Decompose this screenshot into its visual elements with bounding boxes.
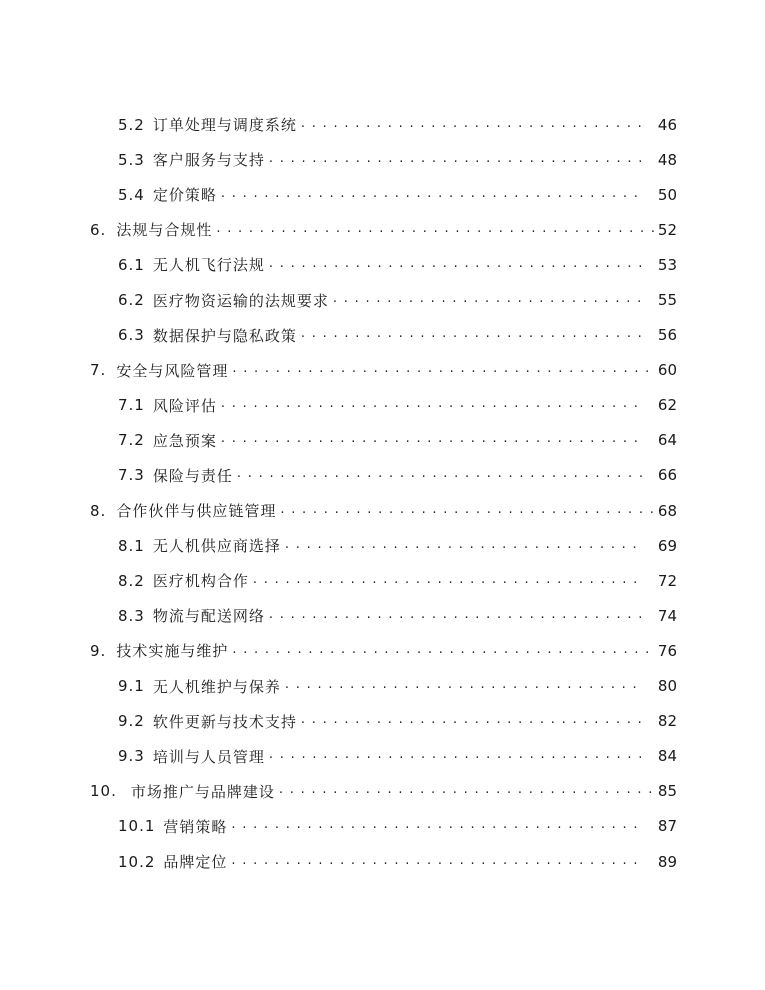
toc-entry-10[interactable] <box>0 774 765 809</box>
toc-entry-title: 数据保护与隐私政策 <box>152 326 297 345</box>
toc-entry-8-2[interactable] <box>0 563 765 598</box>
toc-entry-page: 48 <box>657 150 677 169</box>
toc-dot-leader <box>269 152 643 168</box>
toc-entry-6[interactable] <box>0 212 765 247</box>
toc-entry-9-1[interactable] <box>0 669 765 704</box>
toc-entry-10-2[interactable] <box>0 844 765 879</box>
toc-entry-6-2[interactable] <box>0 282 765 317</box>
toc-entry-7-2[interactable] <box>0 423 765 458</box>
toc-entry-page: 87 <box>657 817 677 836</box>
toc-entry-7[interactable] <box>0 353 765 388</box>
toc-entry-number: 8. <box>90 501 107 520</box>
toc-entry-6-1[interactable] <box>0 247 765 282</box>
toc-entry-5-4[interactable] <box>0 177 765 212</box>
toc-entry-number: 6. <box>90 220 107 239</box>
toc-entry-title: 技术实施与维护 <box>116 642 229 661</box>
toc-entry-title: 应急预案 <box>152 431 217 450</box>
toc-entry-5-2[interactable] <box>0 107 765 142</box>
toc-entry-number: 5.4 <box>118 185 145 204</box>
toc-entry-title: 市场推广与品牌建设 <box>130 782 275 801</box>
toc-entry-title: 定价策略 <box>152 186 217 205</box>
toc-entry-page: 64 <box>657 431 677 450</box>
toc-entry-number: 9.2 <box>118 712 145 731</box>
toc-dot-leader <box>301 713 643 729</box>
toc-entry-number: 7.2 <box>118 431 145 450</box>
toc-dot-leader <box>285 538 643 554</box>
toc-entry-number: 5.3 <box>118 150 145 169</box>
toc-entry-page: 85 <box>657 782 677 801</box>
toc-entry-number: 9.3 <box>118 747 145 766</box>
toc-entry-page: 46 <box>657 115 677 134</box>
toc-entry-page: 62 <box>657 396 677 415</box>
toc-entry-number: 8.1 <box>118 536 145 555</box>
toc-entry-title: 营销策略 <box>163 817 228 836</box>
toc-entry-7-1[interactable] <box>0 388 765 423</box>
toc-entry-page: 72 <box>657 571 677 590</box>
toc-entry-page: 69 <box>657 536 677 555</box>
toc-dot-leader <box>232 362 655 378</box>
toc-entry-title: 无人机供应商选择 <box>152 537 281 556</box>
toc-entry-number: 5.2 <box>118 115 145 134</box>
toc-entry-number: 6.2 <box>118 291 145 310</box>
toc-entry-page: 56 <box>657 326 677 345</box>
toc-entry-number: 6.3 <box>118 326 145 345</box>
toc-entry-number: 10.2 <box>118 852 156 871</box>
toc-entry-number: 8.2 <box>118 571 145 590</box>
toc-dot-leader <box>231 854 643 870</box>
toc-entry-5-3[interactable] <box>0 142 765 177</box>
toc-entry-number: 7.1 <box>118 396 145 415</box>
toc-dot-leader <box>269 608 643 624</box>
toc-entry-page: 66 <box>657 466 677 485</box>
toc-entry-8-1[interactable] <box>0 528 765 563</box>
toc-entry-title: 物流与配送网络 <box>152 607 265 626</box>
toc-entry-page: 52 <box>657 220 677 239</box>
toc-entry-title: 合作伙伴与供应链管理 <box>116 502 277 521</box>
toc-dot-leader <box>333 292 643 308</box>
toc-dot-leader <box>280 503 655 519</box>
toc-entry-title: 订单处理与调度系统 <box>152 116 297 135</box>
toc-entry-9-3[interactable] <box>0 739 765 774</box>
toc-entry-number: 7.3 <box>118 466 145 485</box>
toc-dot-leader <box>221 397 643 413</box>
toc-dot-leader <box>301 327 643 343</box>
toc-entry-title: 安全与风险管理 <box>116 361 229 380</box>
toc-entry-title: 无人机维护与保养 <box>152 677 281 696</box>
toc-dot-leader <box>221 187 643 203</box>
toc-dot-leader <box>221 432 643 448</box>
toc-entry-10-1[interactable] <box>0 809 765 844</box>
toc-entry-number: 9.1 <box>118 677 145 696</box>
toc-dot-leader <box>269 257 643 273</box>
toc-dot-leader <box>269 748 643 764</box>
toc-entry-title: 软件更新与技术支持 <box>152 712 297 731</box>
toc-entry-title: 培训与人员管理 <box>152 747 265 766</box>
toc-entry-8[interactable] <box>0 493 765 528</box>
toc-dot-leader <box>301 117 643 133</box>
toc-entry-number: 8.3 <box>118 606 145 625</box>
toc-entry-title: 无人机飞行法规 <box>152 256 265 275</box>
toc-entry-page: 60 <box>657 361 677 380</box>
toc-entry-page: 68 <box>657 501 677 520</box>
toc-entry-title: 医疗机构合作 <box>152 572 249 591</box>
toc-entry-title: 风险评估 <box>152 396 217 415</box>
toc-entry-page: 55 <box>657 291 677 310</box>
toc-dot-leader <box>285 678 643 694</box>
toc-dot-leader <box>216 222 655 238</box>
toc-entry-9[interactable] <box>0 633 765 668</box>
toc-entry-page: 82 <box>657 712 677 731</box>
toc-entry-number: 9. <box>90 641 107 660</box>
toc-entry-title: 医疗物资运输的法规要求 <box>152 291 329 310</box>
toc-entry-page: 89 <box>657 852 677 871</box>
toc-entry-title: 法规与合规性 <box>116 221 213 240</box>
toc-dot-leader <box>237 467 643 483</box>
toc-entry-title: 保险与责任 <box>152 466 233 485</box>
toc-entry-page: 74 <box>657 606 677 625</box>
toc-dot-leader <box>279 783 655 799</box>
toc-entry-number: 6.1 <box>118 255 145 274</box>
toc-entry-page: 53 <box>657 255 677 274</box>
toc-dot-leader <box>231 818 643 834</box>
toc-entry-6-3[interactable] <box>0 318 765 353</box>
toc-entry-page: 50 <box>657 185 677 204</box>
toc-entry-9-2[interactable] <box>0 704 765 739</box>
toc-entry-page: 84 <box>657 747 677 766</box>
toc-dot-leader <box>232 643 655 659</box>
toc-entry-page: 76 <box>657 641 677 660</box>
toc-entry-number: 10. <box>90 782 117 801</box>
toc-entry-number: 10.1 <box>118 817 156 836</box>
toc-entry-title: 品牌定位 <box>163 853 228 872</box>
toc-entry-7-3[interactable] <box>0 458 765 493</box>
toc-entry-number: 7. <box>90 361 107 380</box>
toc-entry-title: 客户服务与支持 <box>152 151 265 170</box>
table-of-contents <box>0 107 765 879</box>
toc-dot-leader <box>253 573 643 589</box>
toc-entry-page: 80 <box>657 677 677 696</box>
toc-entry-8-3[interactable] <box>0 598 765 633</box>
